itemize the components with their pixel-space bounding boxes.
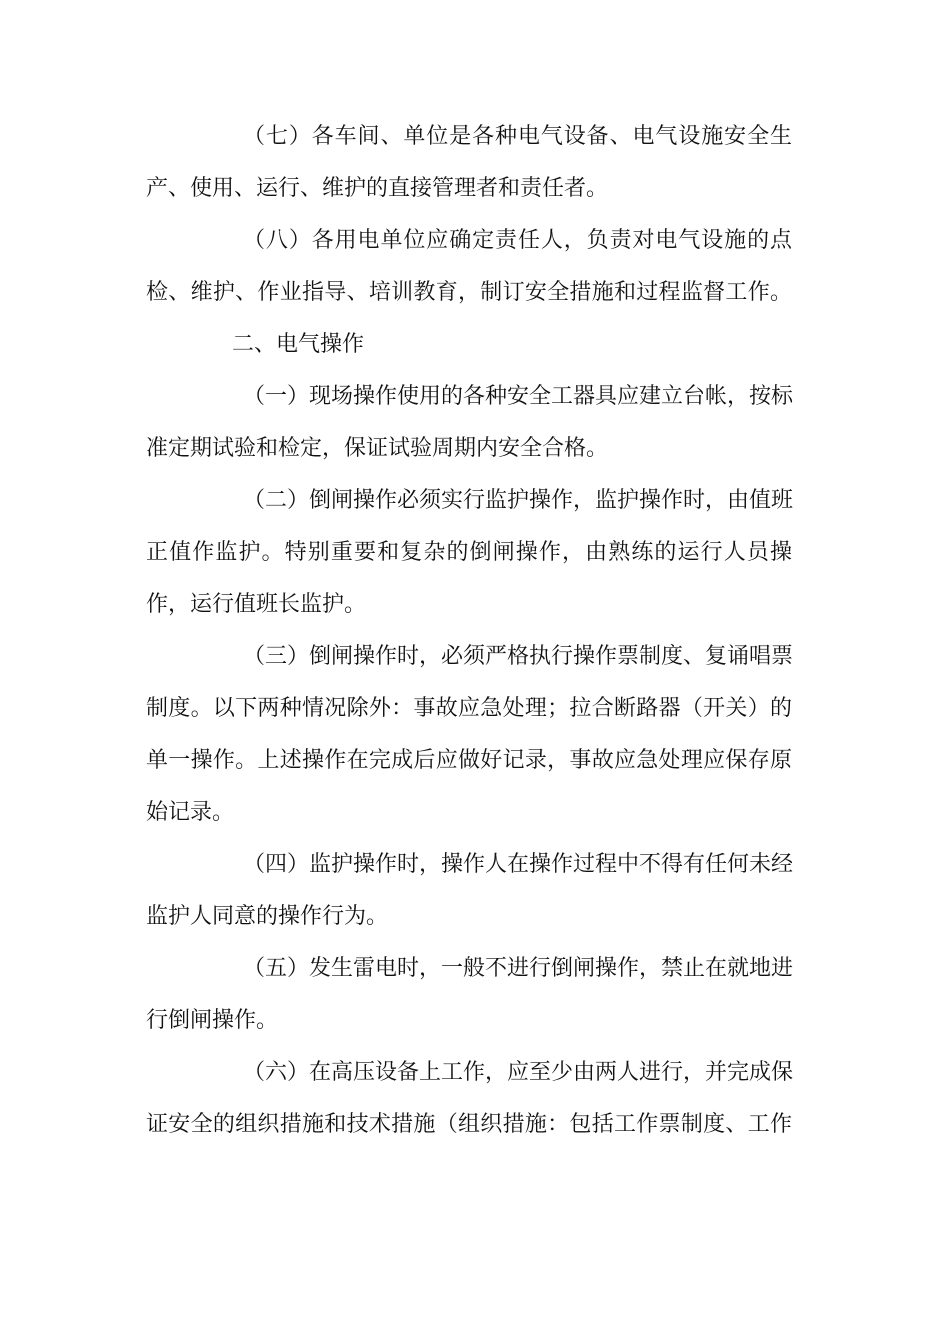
paragraph-5-line-2 (0, 996, 950, 1048)
paragraph-3-line-1 (0, 632, 950, 684)
text-line: （二）倒闸操作必须实行监护操作，监护操作时，由值班 (243, 488, 794, 513)
paragraph-3-line-2 (0, 684, 950, 736)
text-line: （七）各车间、单位是各种电气设备、电气设施安全生 (243, 124, 792, 149)
paragraph-4-line-2 (0, 892, 950, 944)
paragraph-3-line-4 (0, 788, 950, 840)
section-heading-line (0, 320, 950, 372)
text-line: （三）倒闸操作时，必须严格执行操作票制度、复诵唱票 (243, 644, 794, 669)
paragraph-6-line-1 (0, 1048, 950, 1100)
text-line: （一）现场操作使用的各种安全工器具应建立台帐，按标 (243, 384, 794, 409)
text-line: 正值作监护。特别重要和复杂的倒闸操作，由熟练的运行人员操 (146, 540, 792, 565)
paragraph-7-line-2 (0, 164, 950, 216)
text-line: 作，运行值班长监护。 (146, 592, 367, 617)
paragraph-8-line-2 (0, 268, 950, 320)
paragraph-2-line-1 (0, 476, 950, 528)
paragraph-3-line-3 (0, 736, 950, 788)
paragraph-8-line-1 (0, 216, 950, 268)
text-line: （五）发生雷电时，一般不进行倒闸操作，禁止在就地进 (243, 956, 794, 981)
paragraph-1-line-1 (0, 372, 950, 424)
paragraph-6-line-2 (0, 1100, 950, 1152)
text-line: 证安全的组织措施和技术措施（组织措施：包括工作票制度、工作 (146, 1112, 792, 1137)
text-line: 单一操作。上述操作在完成后应做好记录，事故应急处理应保存原 (146, 748, 792, 773)
text-line: 检、维护、作业指导、培训教育，制订安全措施和过程监督工作。 (146, 280, 792, 305)
text-line: 制度。以下两种情况除外：事故应急处理；拉合断路器（开关）的 (146, 696, 792, 721)
text-line: 监护人同意的操作行为。 (146, 904, 389, 929)
paragraph-2-line-3 (0, 580, 950, 632)
paragraph-2-line-2 (0, 528, 950, 580)
text-line: 始记录。 (146, 800, 235, 825)
text-line: （六）在高压设备上工作，应至少由两人进行，并完成保 (243, 1060, 794, 1085)
section-heading: 二、电气操作 (232, 332, 365, 357)
text-line: 产、使用、运行、维护的直接管理者和责任者。 (146, 176, 609, 201)
text-line: 行倒闸操作。 (146, 1008, 279, 1033)
paragraph-5-line-1 (0, 944, 950, 996)
text-line: 准定期试验和检定，保证试验周期内安全合格。 (146, 436, 609, 461)
paragraph-7-line-1 (0, 112, 950, 164)
text-line: （八）各用电单位应确定责任人，负责对电气设施的点 (243, 228, 792, 253)
paragraph-4-line-1 (0, 840, 950, 892)
text-line: （四）监护操作时，操作人在操作过程中不得有任何未经 (243, 852, 794, 877)
paragraph-1-line-2 (0, 424, 950, 476)
